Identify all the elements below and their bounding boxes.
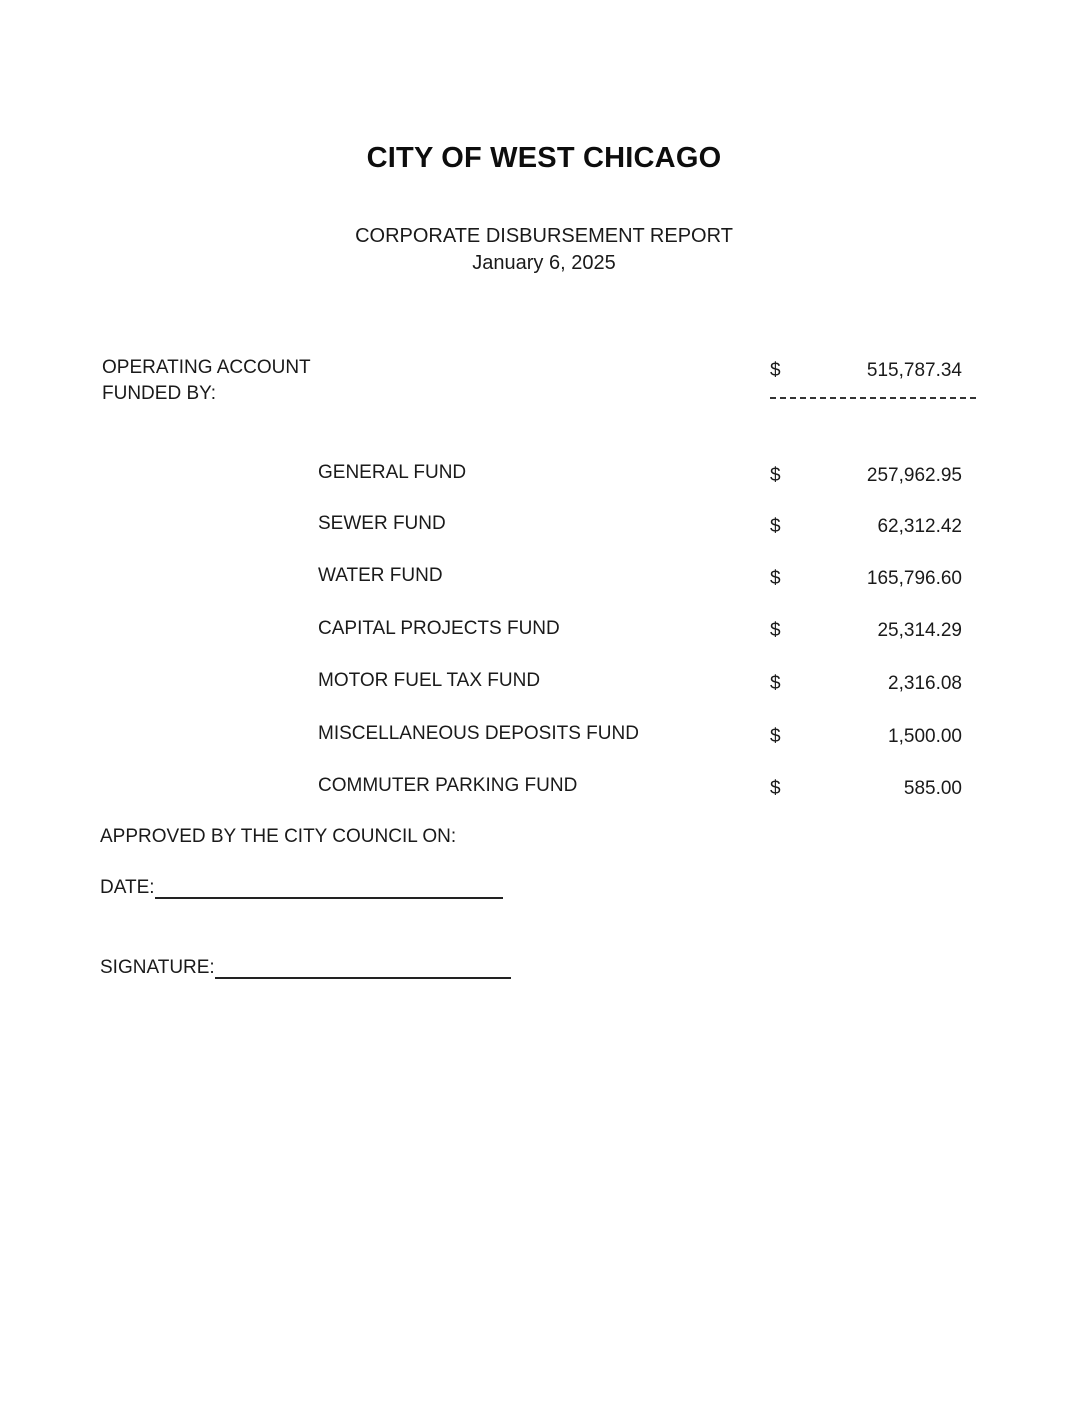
fund-currency: $: [770, 673, 781, 694]
fund-amount: 25,314.29: [877, 620, 962, 641]
fund-name: CAPITAL PROJECTS FUND: [318, 618, 560, 639]
fund-currency: $: [770, 568, 781, 589]
fund-name: MOTOR FUEL TAX FUND: [318, 670, 541, 691]
date-label: DATE:: [100, 877, 155, 898]
fund-name: GENERAL FUND: [318, 462, 467, 483]
fund-currency: $: [770, 620, 781, 641]
date-blank-line: [155, 879, 503, 899]
document-title: CITY OF WEST CHICAGO: [366, 142, 722, 174]
operating-amount: 515,787.34: [866, 360, 962, 381]
signature-label: SIGNATURE:: [100, 957, 215, 978]
fund-amount: 257,962.95: [866, 465, 962, 486]
fund-currency: $: [770, 516, 781, 537]
operating-account-label: [102, 355, 311, 407]
fund-name: WATER FUND: [318, 565, 443, 586]
approval-heading: APPROVED BY THE CITY COUNCIL ON:: [100, 826, 457, 847]
total-divider: [770, 397, 976, 399]
report-name: CORPORATE DISBURSEMENT REPORT: [355, 225, 733, 247]
fund-currency: $: [770, 726, 781, 747]
fund-name: COMMUTER PARKING FUND: [318, 775, 578, 796]
operating-currency: $: [770, 360, 781, 381]
fund-amount: 62,312.42: [877, 516, 962, 537]
date-field: [100, 877, 503, 899]
fund-name: MISCELLANEOUS DEPOSITS FUND: [318, 723, 639, 744]
fund-name: SEWER FUND: [318, 513, 446, 534]
fund-amount: 1,500.00: [888, 726, 962, 747]
signature-blank-line: [215, 959, 511, 979]
operating-account-line1: OPERATING ACCOUNT: [102, 357, 311, 378]
fund-amount: 585.00: [903, 778, 962, 799]
fund-amount: 2,316.08: [888, 673, 962, 694]
funded-by-label: FUNDED BY:: [102, 383, 217, 404]
signature-field: [100, 957, 511, 979]
fund-amount: 165,796.60: [866, 568, 962, 589]
report-date: January 6, 2025: [472, 252, 616, 274]
fund-currency: $: [770, 778, 781, 799]
fund-currency: $: [770, 465, 781, 486]
